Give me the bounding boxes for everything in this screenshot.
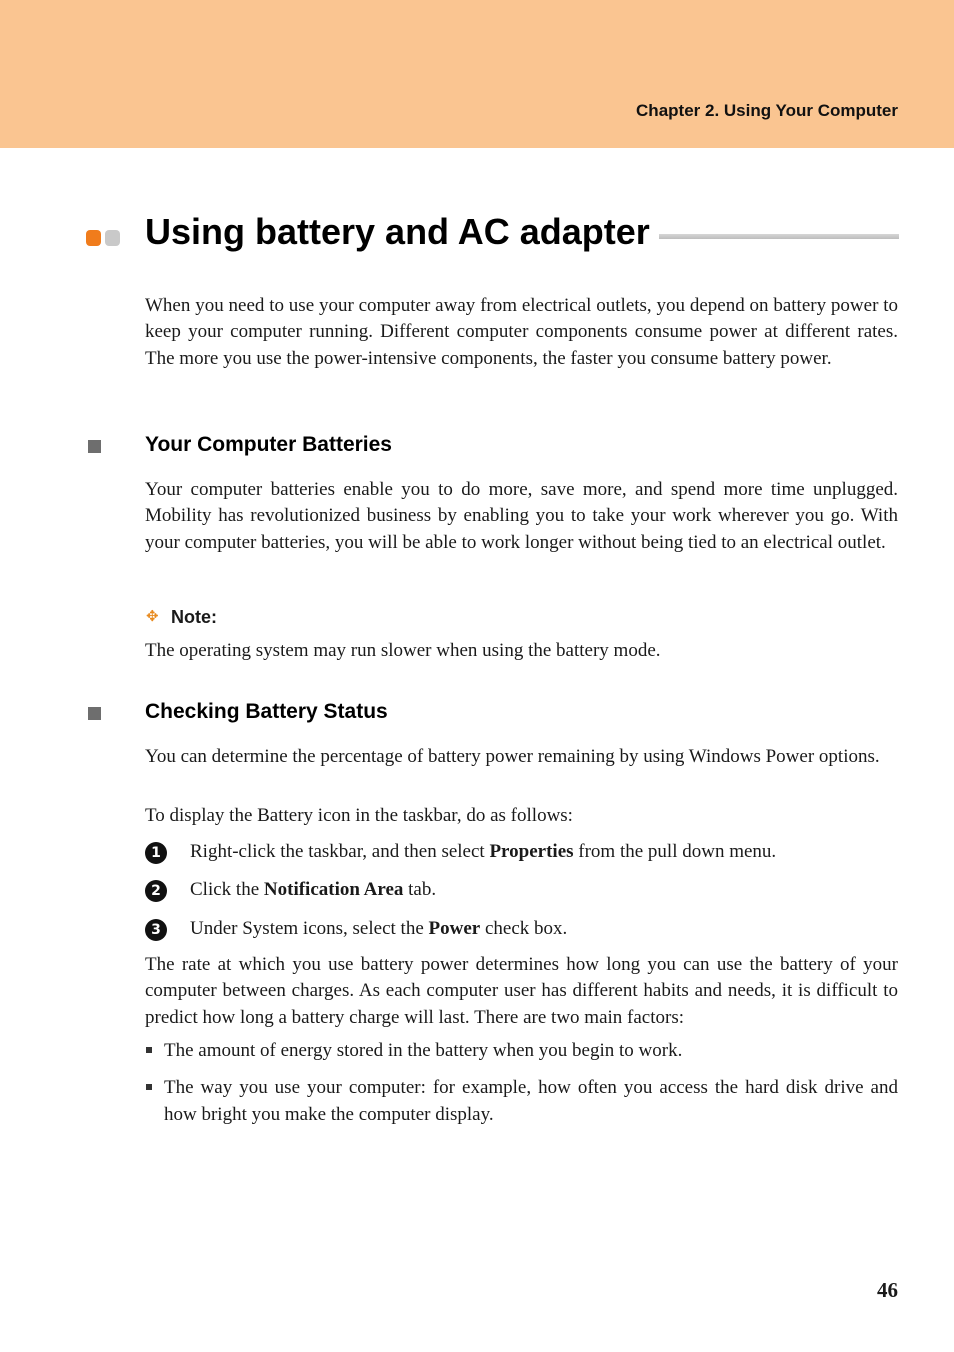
section-heading-batteries: Your Computer Batteries — [145, 433, 392, 456]
step-3-text — [190, 918, 567, 940]
note-icon: ✥ — [146, 607, 159, 625]
batteries-paragraph: Your computer batteries enable you to do more, save more, and spend more time unplugged. Mobility has revolutionized business by enabling you to take your work wherever you go. With your computer batteries, you will be able to work longer without being tied to an electrical outlet. — [145, 479, 898, 553]
step-text-part: from the pull down menu. — [573, 841, 777, 862]
step-number-1: 1 — [145, 842, 167, 864]
intro-paragraph: When you need to use your computer away from electrical outlets, you depend on battery power to keep your computer running. Different computer components consume power at different rates. The more you use the power-intensive components, the faster you consume battery power. — [145, 295, 898, 369]
step-text-part: Under System icons, select the — [190, 918, 429, 939]
title-rule — [659, 234, 899, 239]
chapter-header: Chapter 2. Using Your Computer — [636, 101, 898, 120]
step-text-part: tab. — [403, 879, 437, 900]
step-bold-term: Properties — [489, 841, 574, 862]
grey-dot-icon — [105, 230, 120, 246]
section-bullet-icon — [88, 440, 101, 453]
status-paragraph: You can determine the percentage of battery power remaining by using Windows Power options. — [145, 746, 880, 767]
orange-dot-icon — [86, 230, 101, 246]
step-number-3: 3 — [145, 919, 167, 941]
step-bold-term: Notification Area — [263, 879, 404, 900]
list-bullet-icon — [146, 1084, 152, 1090]
step-bold-term: Power — [428, 918, 481, 939]
step-1-text — [190, 841, 776, 863]
note-label: Note: — [171, 607, 217, 627]
closing-paragraph: The rate at which you use battery power determines how long you can use the battery of your computer between charges. As each computer user has different habits and needs, it is difficult to predict how long a battery charge will last. There are two main factors: — [145, 954, 898, 1028]
steps-intro: To display the Battery icon in the taskbar, do as follows: — [145, 805, 573, 826]
step-text-part: Click the — [190, 879, 264, 900]
header-band — [0, 0, 954, 148]
note-text: The operating system may run slower when using the battery mode. — [145, 640, 661, 661]
step-text-part: Right-click the taskbar, and then select — [190, 841, 490, 862]
list-item: The way you use your computer: for example, how often you access the hard disk drive and how bright you make the computer display. — [164, 1077, 898, 1125]
page-number: 46 — [877, 1278, 898, 1302]
page-title: Using battery and AC adapter — [145, 211, 650, 252]
step-2-text — [190, 879, 436, 901]
section-heading-status: Checking Battery Status — [145, 700, 388, 723]
section-bullet-icon — [88, 707, 101, 720]
list-bullet-icon — [146, 1047, 152, 1053]
list-item: The amount of energy stored in the battery when you begin to work. — [164, 1040, 683, 1061]
step-number-2: 2 — [145, 880, 167, 902]
step-text-part: check box. — [480, 918, 568, 939]
